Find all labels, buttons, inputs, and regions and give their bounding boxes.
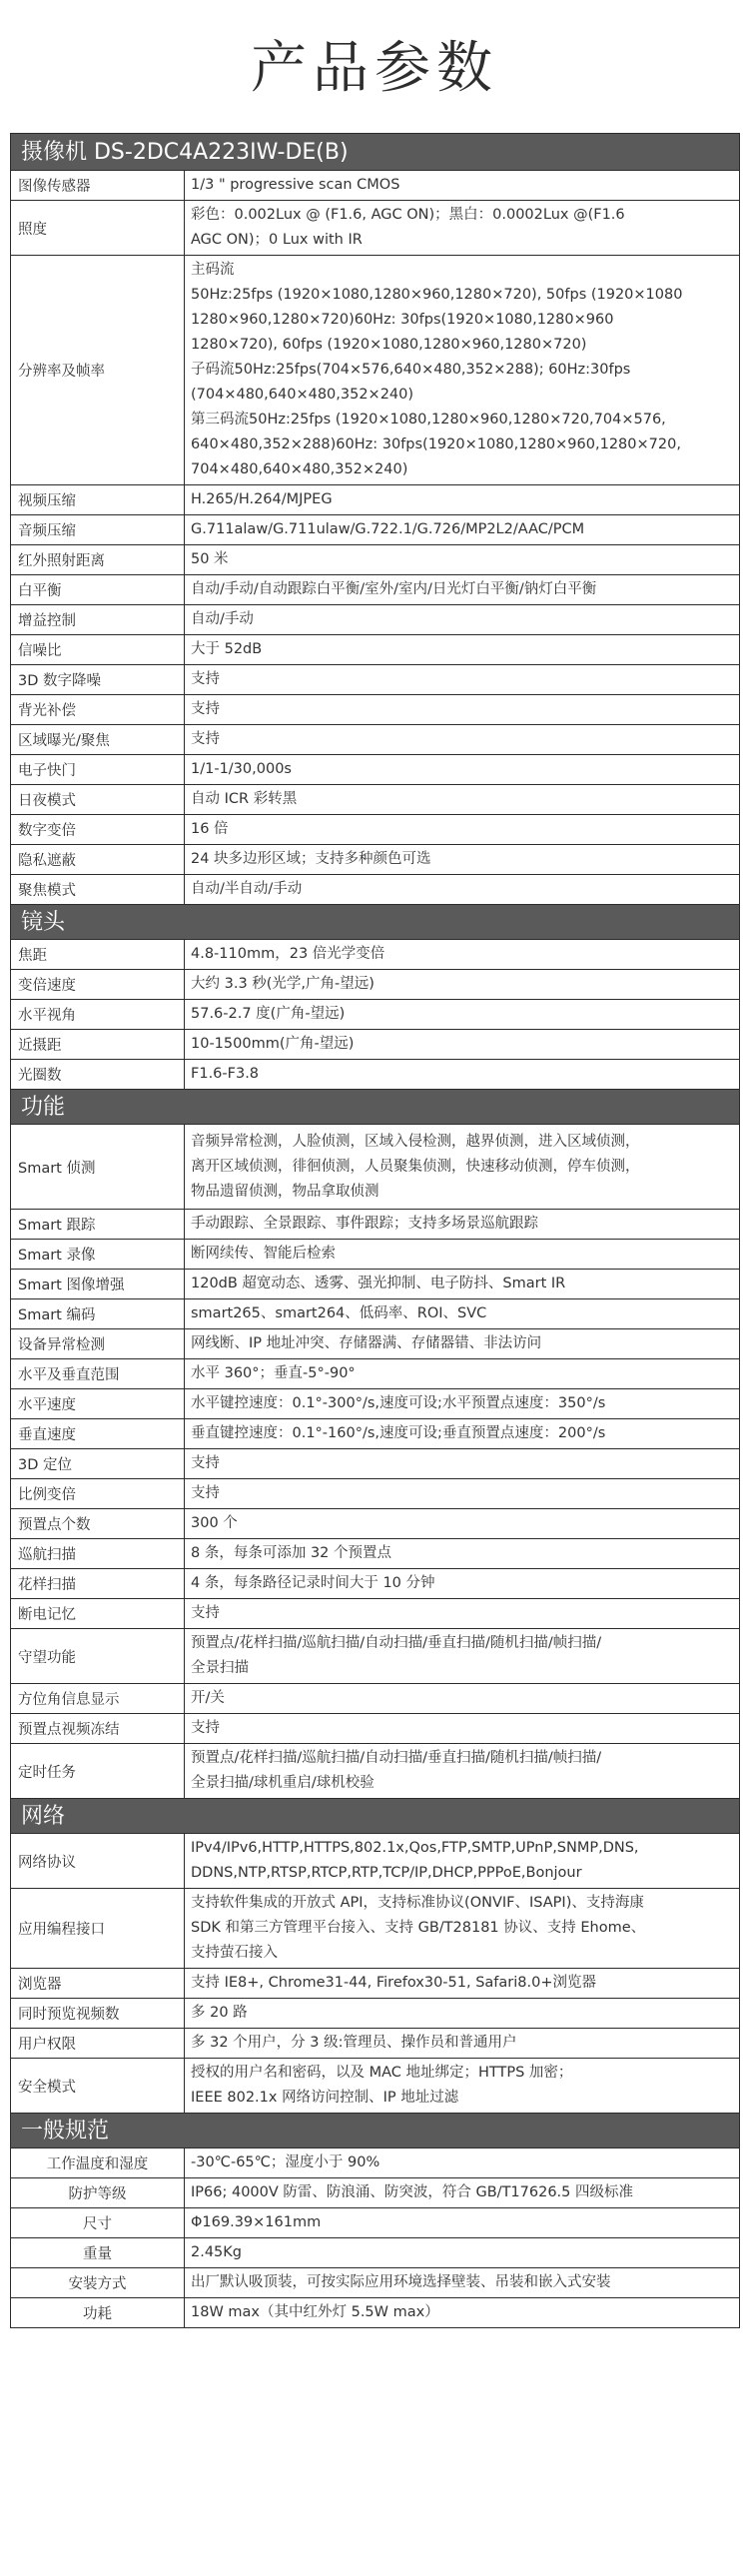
spec-row [10,1714,740,1744]
spec-value-cell [185,1240,739,1269]
spec-value: 4 条，每条路径记录时间大于 10 分钟 [191,1575,435,1591]
spec-row [10,695,740,725]
spec-row [10,1270,740,1299]
spec-label: Smart 图像增强 [11,1270,185,1298]
spec-label: 音频压缩 [11,515,185,544]
spec-value: 支持 [191,671,220,687]
spec-row [10,2059,740,2114]
spec-value-cell [185,1210,739,1239]
spec-value-cell [185,2208,739,2237]
section-header: 摄像机 DS-2DC4A223IW-DE(B) [10,134,740,171]
spec-label: 日夜模式 [11,785,185,814]
spec-label: 安全模式 [11,2059,185,2113]
spec-value: 音频异常检测，人脸侦测，区域入侵检测，越界侦测，进入区域侦测， 离开区域侦测，徘徊侦测，人员聚集侦测，快速移动侦测，停车侦测， 物品遗留侦测，物品拿取侦测 [191,1133,640,1200]
spec-label: 重量 [11,2238,185,2267]
spec-row [10,665,740,695]
spec-value-cell [185,1714,739,1743]
spec-row [10,201,740,256]
spec-value-cell [185,1834,739,1888]
spec-label: 比例变倍 [11,1479,185,1508]
spec-label: 花样扫描 [11,1569,185,1598]
spec-row [10,1125,740,1210]
spec-label: 用户权限 [11,2029,185,2058]
spec-row [10,2029,740,2059]
spec-value-cell [185,1449,739,1478]
spec-value: 支持 IE8+, Chrome31-44, Firefox30-51, Safari8.0+浏览器 [191,1975,596,1991]
spec-value-cell [185,605,739,634]
spec-value: 多 20 路 [191,2005,248,2021]
spec-row [10,485,740,515]
spec-label: 焦距 [11,940,185,969]
spec-label: 增益控制 [11,605,185,634]
spec-value: 预置点/花样扫描/巡航扫描/自动扫描/垂直扫描/随机扫描/帧扫描/ 全景扫描 [191,1635,602,1676]
spec-value-cell [185,1299,739,1328]
spec-row [10,1000,740,1030]
spec-value-cell [185,1999,739,2028]
spec-label: 安装方式 [11,2268,185,2297]
spec-value: 支持 [191,731,220,747]
spec-value-cell [185,635,739,664]
spec-row [10,545,740,575]
spec-label: 分辨率及帧率 [11,256,185,484]
spec-row [10,1299,740,1329]
spec-value: 大约 3.3 秒(光学,广角-望远) [191,976,374,992]
spec-label: 区域曝光/聚焦 [11,725,185,754]
spec-value: 主码流 50Hz:25fps (1920×1080,1280×960,1280×720), 50fps (1920×1080 1280×960,1280×720)60Hz: 30fps(1920×1080,1280×960 1280×720), 60fps (1920×1080,1280×960,1280×720) 子码流50Hz:25fps(704×576,640×480,352×288); 60Hz:30fps (704×480,640×480,352×240) 第三码流50Hz:25fps (1920×1080,1280×960,1280×720,704×576, 640×480,352×288)60Hz: 30fps(1920×1080,1280×960,1280×720, 704×480,640×480,352×240) [191,262,683,477]
spec-value-cell [185,755,739,784]
spec-value-cell [185,845,739,874]
spec-row [10,1744,740,1799]
spec-value-cell [185,2178,739,2207]
spec-value: 2.45Kg [191,2244,242,2260]
spec-value: 水平 360°；垂直-5°-90° [191,1365,356,1381]
spec-label: 浏览器 [11,1969,185,1998]
spec-value: IP66; 4000V 防雷、防浪涌、防突波，符合 GB/T17626.5 四级标准 [191,2184,633,2200]
spec-value-cell [185,785,739,814]
spec-value: 1/3 " progressive scan CMOS [191,177,400,193]
spec-label: 应用编程接口 [11,1889,185,1968]
spec-label: 数字变倍 [11,815,185,844]
spec-value: 16 倍 [191,821,229,837]
spec-label: 防护等级 [11,2178,185,2207]
spec-label: 水平速度 [11,1389,185,1418]
spec-value-cell [185,815,739,844]
spec-value-cell [185,2238,739,2267]
spec-value: IPv4/IPv6,HTTP,HTTPS,802.1x,Qos,FTP,SMTP,UPnP,SNMP,DNS, DDNS,NTP,RTSP,RTCP,RTP,TCP/IP,DHCP,PPPoE,Bonjour [191,1840,639,1881]
page-title: 产品参数 [251,36,498,101]
spec-value: 10-1500mm(广角-望远) [191,1036,355,1052]
spec-row [10,940,740,970]
spec-value: 自动/手动/自动跟踪白平衡/室外/室内/日光灯白平衡/钠灯白平衡 [191,581,597,597]
spec-row [10,1969,740,1999]
spec-value: 开/关 [191,1690,225,1706]
spec-value: G.711alaw/G.711ulaw/G.722.1/G.726/MP2L2/AAC/PCM [191,521,585,537]
spec-value-cell [185,1419,739,1448]
spec-value-cell [185,1539,739,1568]
spec-row [10,1060,740,1090]
spec-row [10,1569,740,1599]
spec-label: 隐私遮蔽 [11,845,185,874]
spec-value-cell [185,695,739,724]
spec-row [10,1599,740,1629]
spec-value: smart265、smart264、低码率、ROI、SVC [191,1305,487,1321]
spec-value-cell [185,1969,739,1998]
spec-label: 尺寸 [11,2208,185,2237]
spec-value-cell [185,1125,739,1209]
spec-value: 300 个 [191,1515,238,1531]
spec-label: 3D 定位 [11,1449,185,1478]
spec-label: 水平及垂直范围 [11,1359,185,1388]
spec-label: 巡航扫描 [11,1539,185,1568]
spec-value-cell [185,1000,739,1029]
spec-label: 预置点视频冻结 [11,1714,185,1743]
section-header: 网络 [10,1799,740,1834]
spec-value-cell [185,875,739,904]
spec-row [10,1389,740,1419]
spec-label: 视频压缩 [11,485,185,514]
spec-label: 电子快门 [11,755,185,784]
spec-row [10,2208,740,2238]
spec-row [10,1359,740,1389]
spec-label: Smart 侦测 [11,1125,185,1209]
spec-value-cell [185,1389,739,1418]
spec-row [10,755,740,785]
spec-label: 定时任务 [11,1744,185,1798]
spec-value: 自动/手动 [191,611,254,627]
section-header: 一般规范 [10,2114,740,2148]
spec-row [10,785,740,815]
spec-label: 光圈数 [11,1060,185,1089]
spec-row [10,1419,740,1449]
spec-row [10,1329,740,1359]
section-header: 镜头 [10,905,740,940]
spec-value: 多 32 个用户，分 3 级:管理员、操作员和普通用户 [191,2035,517,2051]
spec-label: 预置点个数 [11,1509,185,1538]
spec-row [10,1030,740,1060]
spec-value: 授权的用户名和密码，以及 MAC 地址绑定；HTTPS 加密； IEEE 802.1x 网络访问控制、IP 地址过滤 [191,2065,573,2106]
spec-row [10,575,740,605]
spec-value-cell [185,940,739,969]
spec-row [10,1889,740,1969]
spec-value: 4.8-110mm，23 倍光学变倍 [191,946,385,962]
spec-value-cell [185,2298,739,2327]
spec-value-cell [185,1684,739,1713]
spec-label: 网络协议 [11,1834,185,1888]
spec-label: 背光补偿 [11,695,185,724]
spec-value: H.265/H.264/MJPEG [191,491,333,507]
spec-label: Smart 编码 [11,1299,185,1328]
spec-row [10,970,740,1000]
spec-value-cell [185,485,739,514]
spec-value: 支持 [191,1605,220,1621]
spec-value-cell [185,725,739,754]
spec-value: 自动/半自动/手动 [191,881,303,897]
spec-value: F1.6-F3.8 [191,1066,260,1082]
spec-row [10,256,740,485]
spec-value: 网线断、IP 地址冲突、存储器满、存储器错、非法访问 [191,1335,542,1351]
spec-label: 功耗 [11,2298,185,2327]
spec-value: 8 条，每条可添加 32 个预置点 [191,1545,392,1561]
spec-value: Φ169.39×161mm [191,2214,322,2230]
spec-label: 变倍速度 [11,970,185,999]
spec-value-cell [185,1270,739,1298]
spec-label: 垂直速度 [11,1419,185,1448]
spec-row [10,1449,740,1479]
spec-value-cell [185,1359,739,1388]
spec-row [10,2148,740,2178]
spec-value-cell [185,1030,739,1059]
spec-value-cell [185,1569,739,1598]
spec-row [10,1834,740,1889]
spec-label: 照度 [11,201,185,255]
spec-row [10,605,740,635]
spec-value: 支持 [191,1485,220,1501]
spec-value-cell [185,515,739,544]
spec-value-cell [185,1629,739,1683]
spec-value: 支持软件集成的开放式 API，支持标准协议(ONVIF、ISAPI)、支持海康 SDK 和第三方管理平台接入、支持 GB/T28181 协议、支持 Ehome、 支持萤石接入 [191,1895,646,1961]
spec-row [10,1479,740,1509]
spec-value-cell [185,2148,739,2177]
spec-row [10,1210,740,1240]
section-header: 功能 [10,1090,740,1125]
spec-row [10,1539,740,1569]
spec-row [10,1509,740,1539]
spec-value-cell [185,545,739,574]
spec-label: 守望功能 [11,1629,185,1683]
spec-label: 3D 数字降噪 [11,665,185,694]
spec-row [10,815,740,845]
spec-label: 同时预览视频数 [11,1999,185,2028]
spec-value-cell [185,1479,739,1508]
spec-value-cell [185,575,739,604]
spec-value: 大于 52dB [191,641,263,657]
spec-row [10,1999,740,2029]
spec-value-cell [185,201,739,255]
spec-row [10,1240,740,1270]
spec-label: Smart 跟踪 [11,1210,185,1239]
spec-row [10,635,740,665]
spec-value: 120dB 超宽动态、透雾、强光抑制、电子防抖、Smart IR [191,1276,566,1291]
spec-value: 24 块多边形区域；支持多种颜色可选 [191,851,431,867]
spec-row [10,1684,740,1714]
spec-label: 聚焦模式 [11,875,185,904]
spec-label: 工作温度和湿度 [11,2148,185,2177]
spec-value: 断网续传、智能后检索 [191,1246,336,1262]
spec-value-cell [185,970,739,999]
spec-row [10,2298,740,2328]
spec-value: 18W max（其中红外灯 5.5W max） [191,2304,439,2320]
spec-row [10,2238,740,2268]
spec-value-cell [185,1060,739,1089]
spec-label: Smart 录像 [11,1240,185,1269]
spec-row [10,845,740,875]
spec-value-cell [185,256,739,484]
spec-value-cell [185,171,739,200]
spec-value-cell [185,1744,739,1798]
spec-row [10,2178,740,2208]
spec-value-cell [185,2059,739,2113]
spec-label: 信噪比 [11,635,185,664]
spec-value: 水平键控速度：0.1°-300°/s,速度可设;水平预置点速度：350°/s [191,1395,606,1411]
spec-row [10,171,740,201]
spec-label: 设备异常检测 [11,1329,185,1358]
spec-label: 断电记忆 [11,1599,185,1628]
spec-value: 手动跟踪、全景跟踪、事件跟踪；支持多场景巡航跟踪 [191,1216,538,1232]
spec-value: 支持 [191,1455,220,1471]
spec-value: 支持 [191,1720,220,1736]
spec-row [10,2268,740,2298]
spec-row [10,725,740,755]
spec-value: 50 米 [191,551,229,567]
spec-row [10,875,740,905]
spec-label: 方位角信息显示 [11,1684,185,1713]
spec-value-cell [185,2029,739,2058]
spec-label: 近摄距 [11,1030,185,1059]
spec-value-cell [185,1329,739,1358]
spec-value: 自动 ICR 彩转黑 [191,791,298,807]
spec-value: 支持 [191,701,220,717]
spec-value-cell [185,665,739,694]
spec-label: 水平视角 [11,1000,185,1029]
spec-value: -30℃-65℃；湿度小于 90% [191,2154,380,2170]
spec-value-cell [185,2268,739,2297]
spec-row [10,1629,740,1684]
spec-row [10,515,740,545]
spec-value-cell [185,1889,739,1968]
spec-value-cell [185,1599,739,1628]
spec-value: 预置点/花样扫描/巡航扫描/自动扫描/垂直扫描/随机扫描/帧扫描/ 全景扫描/球机重启/球机校验 [191,1750,602,1791]
spec-table [10,133,740,2328]
spec-value: 1/1-1/30,000s [191,761,292,777]
spec-label: 红外照射距离 [11,545,185,574]
spec-value: 垂直键控速度：0.1°-160°/s,速度可设;垂直预置点速度：200°/s [191,1425,606,1441]
spec-value: 57.6-2.7 度(广角-望远) [191,1006,346,1022]
spec-label: 图像传感器 [11,171,185,200]
spec-value-cell [185,1509,739,1538]
spec-value: 彩色：0.002Lux @ (F1.6, AGC ON)；黑白：0.0002Lux @(F1.6 AGC ON)；0 Lux with IR [191,207,625,248]
spec-value: 出厂默认吸顶装，可按实际应用环境选择壁装、吊装和嵌入式安装 [191,2274,611,2290]
spec-label: 白平衡 [11,575,185,604]
